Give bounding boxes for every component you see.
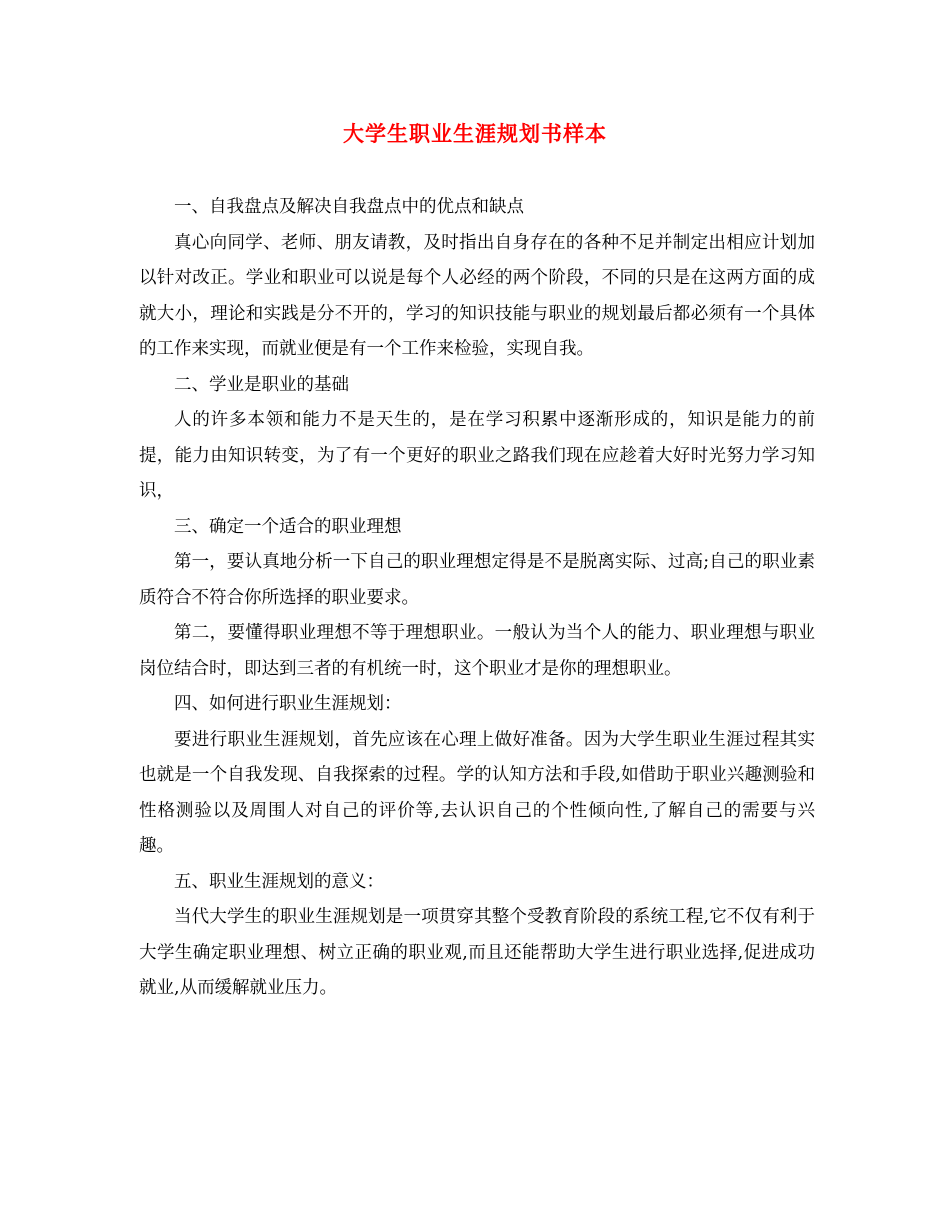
section-heading-4: 四、如何进行职业生涯规划： (174, 694, 402, 714)
section-heading-1: 一、自我盘点及解决自我盘点中的优点和缺点 (174, 197, 524, 217)
section-heading-2: 二、学业是职业的基础 (174, 374, 349, 395)
paragraph: 第一，要认真地分析一下自己的职业理想定得是不是脱离实际、过高;自己的职业素质符合不符合你所选择的职业要求。 (139, 552, 815, 608)
document-body (139, 190, 815, 1007)
paragraph: 要进行职业生涯规划，首先应该在心理上做好准备。因为大学生职业生涯过程其实也就是一个自我发现、自我探索的过程。学的认知方法和手段,如借助于职业兴趣测验和性格测验以及周围人对自己的评价等,去认识自己的个性倾向性,了解自己的需要与兴趣。 (139, 729, 815, 856)
paragraph: 真心向同学、老师、朋友请教，及时指出自身存在的各种不足并制定出相应计划加以针对改正。学业和职业可以说是每个人必经的两个阶段，不同的只是在这两方面的成就大小，理论和实践是分不开的，学习的知识技能与职业的规划最后都必须有一个具体的工作来实现，而就业便是有一个工作来检验，实现自我。 (139, 232, 815, 359)
paragraph: 当代大学生的职业生涯规划是一项贯穿其整个受教育阶段的系统工程,它不仅有利于大学生确定职业理想、树立正确的职业观,而且还能帮助大学生进行职业选择,促进成功就业,从而缓解就业压力。 (139, 907, 815, 998)
document-title: 大学生职业生涯规划书样本 (343, 121, 607, 146)
paragraph: 人的许多本领和能力不是天生的，是在学习积累中逐渐形成的，知识是能力的前提，能力由知识转变，为了有一个更好的职业之路我们现在应趁着大好时光努力学习知识， (139, 410, 815, 501)
section-heading-3: 三、确定一个适合的职业理想 (174, 516, 402, 537)
section-heading-5: 五、职业生涯规划的意义： (174, 871, 384, 892)
paragraph: 第二，要懂得职业理想不等于理想职业。一般认为当个人的能力、职业理想与职业岗位结合时，即达到三者的有机统一时，这个职业才是你的理想职业。 (139, 623, 815, 679)
